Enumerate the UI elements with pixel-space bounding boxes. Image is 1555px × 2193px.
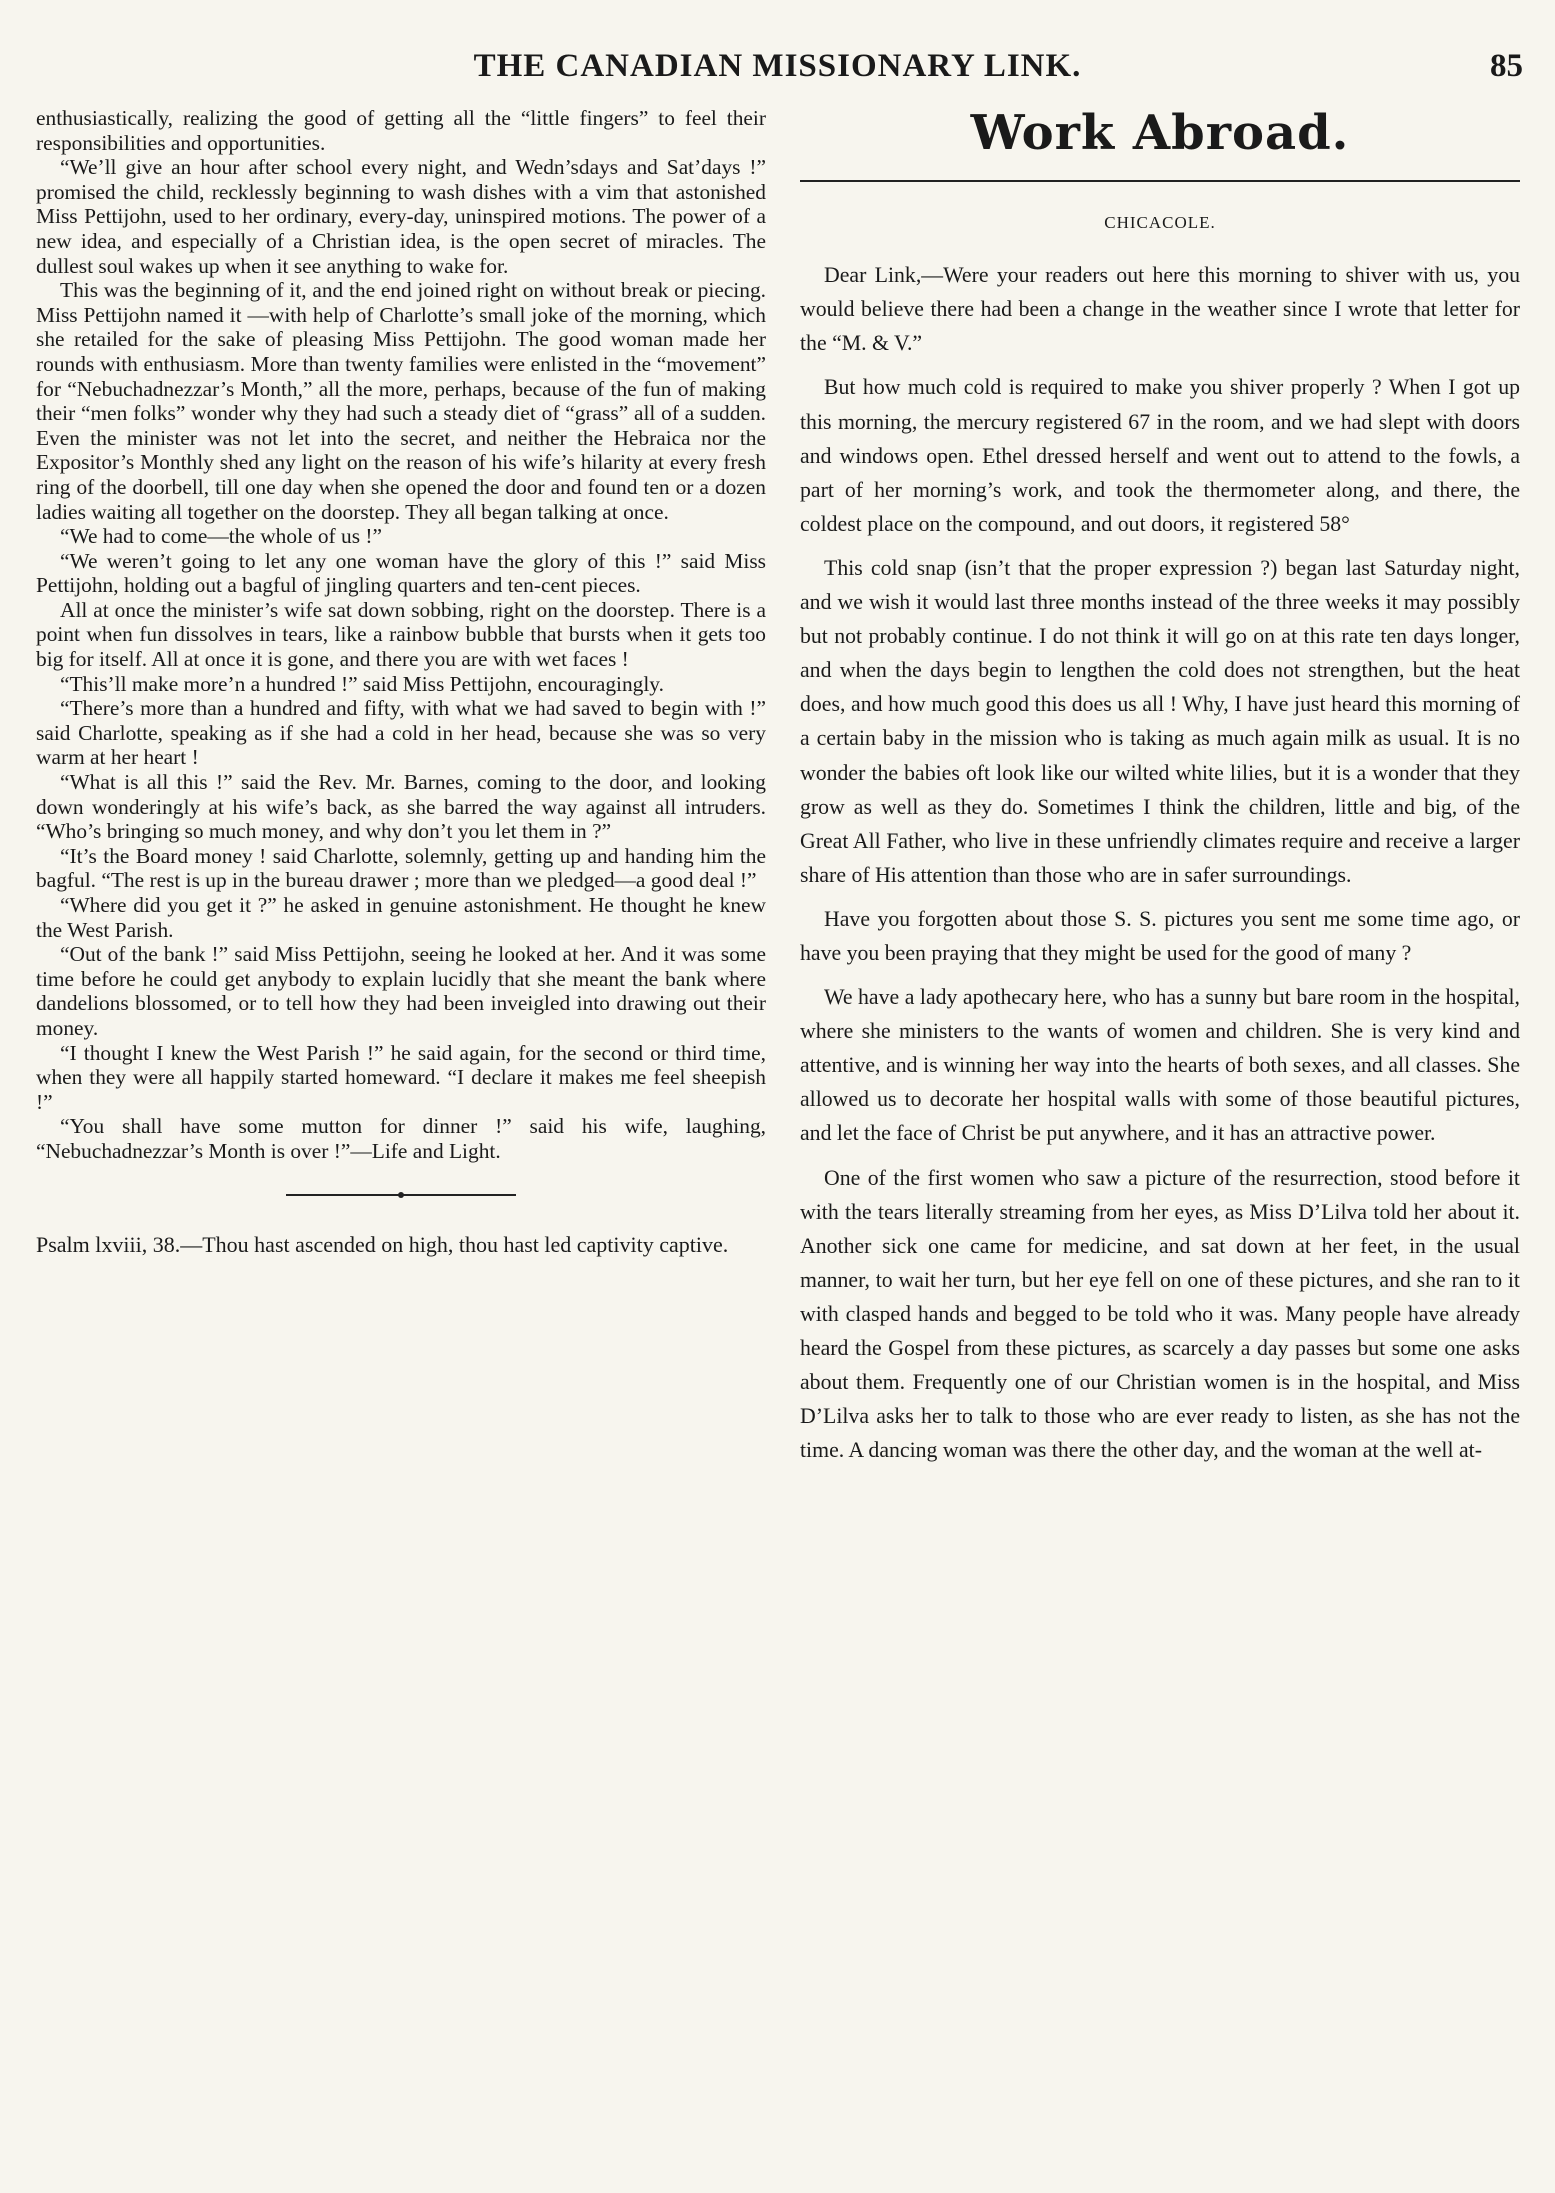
psalm-verse: Psalm lxviii, 38.—Thou hast ascended on high, thou hast led captivity captive. <box>36 1231 729 1257</box>
left-column <box>36 106 766 1258</box>
paragraph: “It’s the Board money ! said Charlotte, solemnly, getting up and handing him the bagful. “The rest is up in the bureau drawer ; more than we pledged—a good deal !” <box>36 843 766 893</box>
paragraph: “This’ll make more’n a hundred !” said Miss Pettijohn, encouragingly. <box>60 671 664 696</box>
paragraph: One of the first women who saw a picture of the resurrection, stood before it with the tears literally streaming from her eyes, as Miss D’Lilva told her about it. Another sick one came for medicine, and sat down at her feet, in the usual manner, to wait her turn, but her eye fell on one of these pictures, and she ran to it with clasped hands and begged to be told who it was. Many people have already heard the Gospel from these pictures, as scarcely a day passes but some one asks about them. Frequently one of our Christian women is in the hospital, and Miss D’Lilva asks her to talk to those who are ever ready to listen, as she has not the time. A dancing woman was there the other day, and the woman at the well at- <box>800 1165 1520 1463</box>
paragraph: This cold snap (isn’t that the proper expression ?) began last Saturday night, and we wish it would last three months instead of the three weeks it may possibly but not probably continue. I do not think it will go on at this rate ten days longer, and when the days begin to lengthen the cold does not strengthen, but the heat does, and how much good this does us all ! Why, I have just heard this morning of a certain baby in the mission who is taking as much again milk as usual. It is no wonder the babies oft look like our wilted white lilies, but it is a wonder that they grow as well as they do. Sometimes I think the children, little and big, of the Great All Father, who live in these unfriendly climates require and receive a larger share of His attention than those who are in safer surroundings. <box>800 555 1520 887</box>
publication-title: THE CANADIAN MISSIONARY LINK. <box>473 48 1082 84</box>
paragraph: “There’s more than a hundred and fifty, with what we had saved to begin with !” said Charlotte, speaking as if she had a cold in her head, because she was so very warm at her heart ! <box>36 696 766 770</box>
paragraph: “We’ll give an hour after school every night, and Wedn’sdays and Sat’days !” promised the child, recklessly beginning to wash dishes with a vim that astonished Miss Pettijohn, used to her ordinary, every-day, uninspired motions. The power of a new idea, and especially of a Christian idea, is the open secret of miracles. The dullest soul wakes up when it see anything to wake for. <box>36 155 766 278</box>
title-rule <box>800 180 1520 182</box>
paragraph: “Out of the bank !” said Miss Pettijohn, seeing he looked at her. And it was some time before he could get anybody to explain lucidly that she meant the bank where dandelions blossomed, or to tell how they had been inveigled into drawing out their money. <box>36 942 766 1040</box>
page-header <box>32 48 1523 96</box>
paragraph: “What is all this !” said the Rev. Mr. Barnes, coming to the door, and looking down wonderingly at his wife’s back, as she barred the way against all intruders. “Who’s bringing so much money, and why don’t you let them in ?” <box>36 770 766 844</box>
paragraph: “You shall have some mutton for dinner !” said his wife, laughing, “Nebuchadnezzar’s Month is over !”—Life and Light. <box>36 1114 766 1163</box>
paragraph: “I thought I knew the West Parish !” he said again, for the second or third time, when they were all happily started homeward. “I declare it makes me feel sheepish !” <box>36 1040 766 1114</box>
paragraph: “Where did you get it ?” he asked in genuine astonishment. He thought he knew the West Parish. <box>36 893 766 942</box>
section-title: Work Abroad. <box>970 105 1350 161</box>
paragraph: “We had to come—the whole of us !” <box>60 524 382 549</box>
paragraph: Dear Link,—Were your readers out here this morning to shiver with us, you would believe there had been a change in the weather since I wrote that letter for the “M. & V.” <box>800 263 1520 356</box>
paragraph: We have a lady apothecary here, who has a sunny but bare room in the hospital, where she ministers to the wants of women and children. She is very kind and attentive, and is winning her way into the hearts of both sexes, and all classes. She allowed us to decorate her hospital walls with some of those beautiful pictures, and let the face of Christ be put anywhere, and it has an attractive power. <box>800 985 1520 1146</box>
paragraph: All at once the minister’s wife sat down sobbing, right on the doorstep. There is a point when fun dissolves in tears, like a rainbow bubble that bursts when it gets too big for itself. All at once it is gone, and there you are with wet faces ! <box>36 597 766 672</box>
paragraph: But how much cold is required to make you shiver properly ? When I got up this morning, the mercury registered 67 in the room, and we had slept with doors and windows open. Ethel dressed herself and went out to attend to the fowls, a part of her morning’s work, and took the thermometer along, and there, the coldest place on the compound, and out doors, it registered 58° <box>800 375 1520 536</box>
page-number: 85 <box>1490 48 1523 84</box>
paragraph: Have you forgotten about those S. S. pictures you sent me some time ago, or have you been praying that they might be used for the good of many ? <box>800 906 1520 965</box>
dateline-place: CHICACOLE. <box>1104 213 1216 233</box>
section-divider <box>286 1194 516 1196</box>
paragraph: This was the beginning of it, and the end joined right on without break or piecing. Miss Pettijohn named it —with help of Charlotte’s small joke of the morning, which she retailed for the sake of pleasing Miss Pettijohn. The good woman made her rounds with enthusiasm. More than twenty families were enlisted in the “movement” for “Nebuchadnezzar’s Month,” all the more, perhaps, because of the fun of making their “men folks” wonder why they had such a steady diet of “grass” all of a sudden. Even the minister was not let into the secret, and neither the Hebraica nor the Expositor’s Monthly shed any light on the reason of his wife’s hilarity at every fresh ring of the doorbell, till one day when she opened the door and found ten or a dozen ladies waiting all together on the doorstep. They all began talking at once. <box>36 278 766 524</box>
right-column <box>800 106 1520 1477</box>
paragraph: enthusiastically, realizing the good of getting all the “little fingers” to feel their responsibilities and opportunities. <box>36 106 766 155</box>
paragraph: “We weren’t going to let any one woman have the glory of this !” said Miss Pettijohn, holding out a bagful of jingling quarters and ten-cent pieces. <box>36 548 766 598</box>
